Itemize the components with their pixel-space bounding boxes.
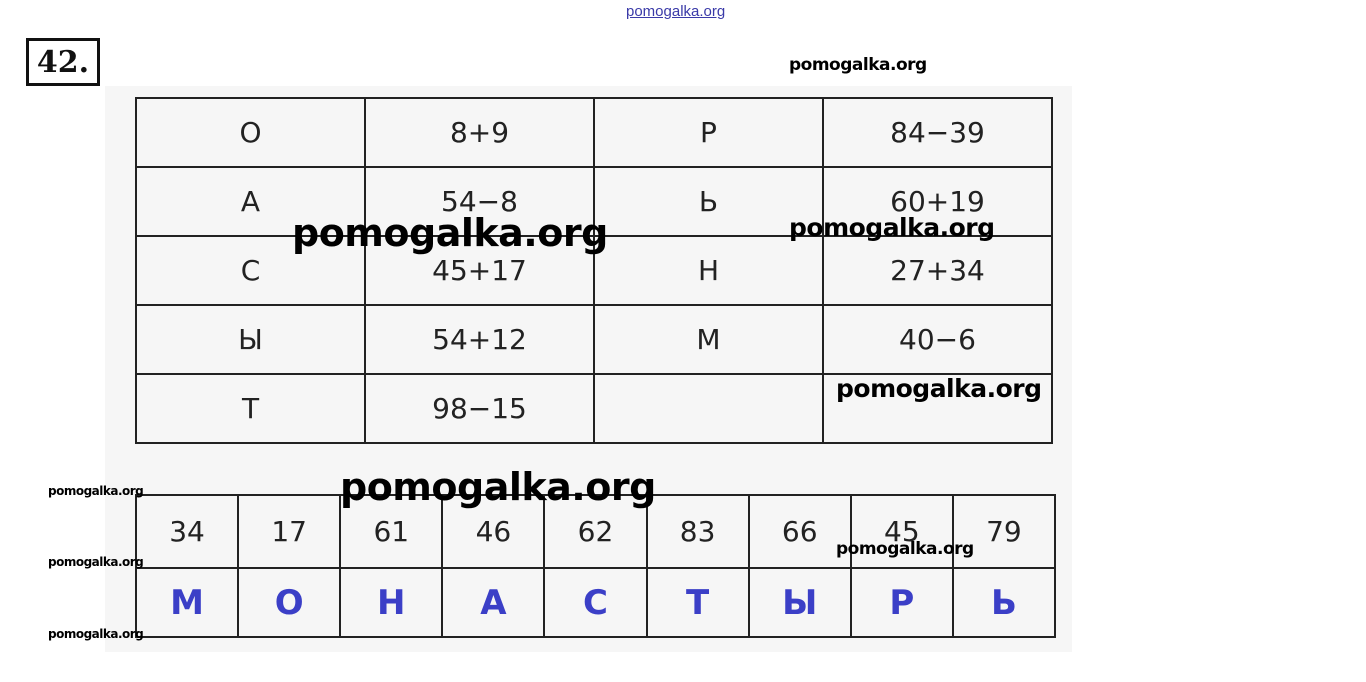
letter-cell: Н	[594, 236, 823, 305]
letter-cell: С	[136, 236, 365, 305]
letter-cell: Ы	[136, 305, 365, 374]
letter-cell: Ь	[594, 167, 823, 236]
site-link[interactable]: pomogalka.org	[626, 3, 726, 20]
answer-letters-row	[136, 568, 1055, 637]
watermark-text: pomogalka.org	[340, 465, 656, 509]
letter-cell	[594, 374, 823, 443]
watermark-text: pomogalka.org	[48, 555, 144, 569]
answer-letter-cell: Ы	[749, 568, 851, 637]
answer-number-cell: 61	[340, 495, 442, 568]
letter-cell: М	[594, 305, 823, 374]
watermark-text: pomogalka.org	[789, 55, 927, 75]
answer-letter-cell: М	[136, 568, 238, 637]
answer-number-cell: 46	[442, 495, 544, 568]
watermark-text: pomogalka.org	[48, 484, 144, 498]
expression-cell: 27+34	[823, 236, 1052, 305]
expression-cell: 54+12	[365, 305, 594, 374]
answer-number-cell: 62	[544, 495, 646, 568]
answer-letter-cell: О	[238, 568, 340, 637]
letter-cell: Т	[136, 374, 365, 443]
expression-cell: 45+17	[365, 236, 594, 305]
answer-letter-cell: С	[544, 568, 646, 637]
task-number-badge: 42.	[26, 38, 100, 86]
answer-number-cell: 34	[136, 495, 238, 568]
expression-cell: 40−6	[823, 305, 1052, 374]
letter-cell: А	[136, 167, 365, 236]
expression-cell: 8+9	[365, 98, 594, 167]
expression-cell: 54−8	[365, 167, 594, 236]
key-table-row	[136, 305, 1052, 374]
expression-cell: 60+19	[823, 167, 1052, 236]
letter-cell: Р	[594, 98, 823, 167]
answer-number-cell: 45	[851, 495, 953, 568]
letter-cell: О	[136, 98, 365, 167]
expression-cell: 98−15	[365, 374, 594, 443]
answer-letter-cell: Т	[647, 568, 749, 637]
watermark-text: pomogalka.org	[789, 213, 995, 242]
expression-cell: 84−39	[823, 98, 1052, 167]
answer-number-cell: 66	[749, 495, 851, 568]
watermark-text: pomogalka.org	[48, 627, 144, 641]
answer-number-cell: 17	[238, 495, 340, 568]
watermark-text: pomogalka.org	[836, 374, 1042, 403]
answer-number-cell: 79	[953, 495, 1055, 568]
answer-letter-cell: Н	[340, 568, 442, 637]
answer-letter-cell: Р	[851, 568, 953, 637]
answer-letter-cell: А	[442, 568, 544, 637]
watermark-text: pomogalka.org	[836, 539, 974, 559]
answer-number-cell: 83	[647, 495, 749, 568]
watermark-text: pomogalka.org	[292, 211, 608, 255]
answer-letter-cell: Ь	[953, 568, 1055, 637]
key-table-row	[136, 98, 1052, 167]
answer-table	[135, 494, 1056, 638]
